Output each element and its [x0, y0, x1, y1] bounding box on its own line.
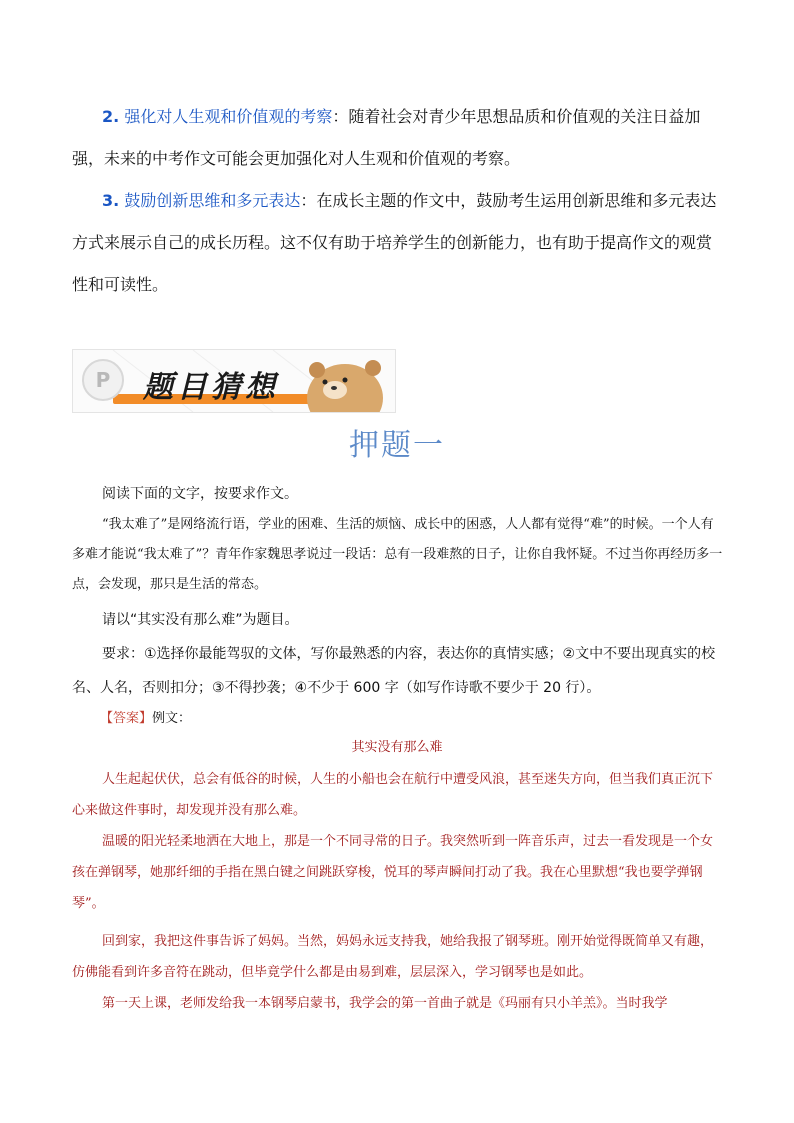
- essay-paragraph: 第一天上课，老师发给我一本钢琴启蒙书，我学会的第一首曲子就是《玛丽有只小羊羔》。当时我学: [102, 996, 668, 1011]
- bear-icon: [307, 360, 383, 412]
- item-number: 3.: [102, 191, 120, 210]
- prompt-quote: “我太难了”是网络流行语，学业的困难、生活的烦恼、成长中的困惑，人人都有觉得“难”的时候。一个人有多难才能说“我太难了”？青年作家魏思孝说过一段话：总有一段难熬的日子，让你自我怀疑。不过当你再经历多一点，会发现，那只是生活的常态。: [72, 517, 723, 592]
- answer-label: [100, 707, 191, 726]
- intro-item-2: [72, 96, 724, 180]
- banner-title: 题目猜想: [143, 370, 279, 405]
- section-subheading: 押题一: [349, 428, 445, 463]
- essay-title: 其实没有那么难: [351, 740, 443, 755]
- instruction-text: 阅读下面的文字，按要求作文。: [102, 486, 298, 502]
- essay-paragraph: 人生起起伏伏，总会有低谷的时候，人生的小船也会在航行中遭受风浪，甚至迷失方向，但当我们真正沉下心来做这件事时，却发现并没有那么难。: [72, 772, 714, 818]
- essay-paragraph: 回到家，我把这件事告诉了妈妈。当然，妈妈永远支持我，她给我报了钢琴班。刚开始觉得既简单又有趣，仿佛能看到许多音符在跳动，但毕竟学什么都是由易到难，层层深入，学习钢琴也是如此。: [72, 934, 714, 980]
- answer-tag: 【答案】: [100, 711, 153, 726]
- item-lead: 强化对人生观和价值观的考察: [124, 107, 333, 126]
- section-banner: [72, 349, 396, 413]
- item-number: 2.: [102, 107, 120, 126]
- svg-text:P: P: [95, 368, 111, 392]
- answer-label-text: 例文：: [152, 711, 192, 726]
- essay-paragraph: 温暖的阳光轻柔地洒在大地上，那是一个不同寻常的日子。我突然听到一阵音乐声，过去一看发现是一个女孩在弹钢琴，她那纤细的手指在黑白键之间跳跃穿梭，悦耳的琴声瞬间打动了我。我在心里默想“我也要学弹钢琴”。: [72, 834, 714, 911]
- requirements-text: 要求：①选择你最能驾驭的文体，写你最熟悉的内容，表达你的真情实感；②文中不要出现真实的校名、人名，否则扣分；③不得抄袭；④不少于 600 字（如写作诗歌不要少于 20 行）。: [72, 646, 716, 696]
- item-lead: 鼓励创新思维和多元表达: [124, 191, 301, 210]
- item-text: ：在成长主题的作文中，鼓励考生运用创新思维和多元表达方式来展示自己的成长历程。这不仅有助于培养学生的创新能力，也有助于提高作文的观赏性和可读性。: [72, 191, 717, 294]
- item-text: ：随着社会对青少年思想品质和价值观的关注日益加强，未来的中考作文可能会更加强化对人生观和价值观的考察。: [72, 107, 701, 168]
- intro-item-3: [72, 180, 724, 306]
- title-requirement: 请以“其实没有那么难”为题目。: [102, 612, 299, 628]
